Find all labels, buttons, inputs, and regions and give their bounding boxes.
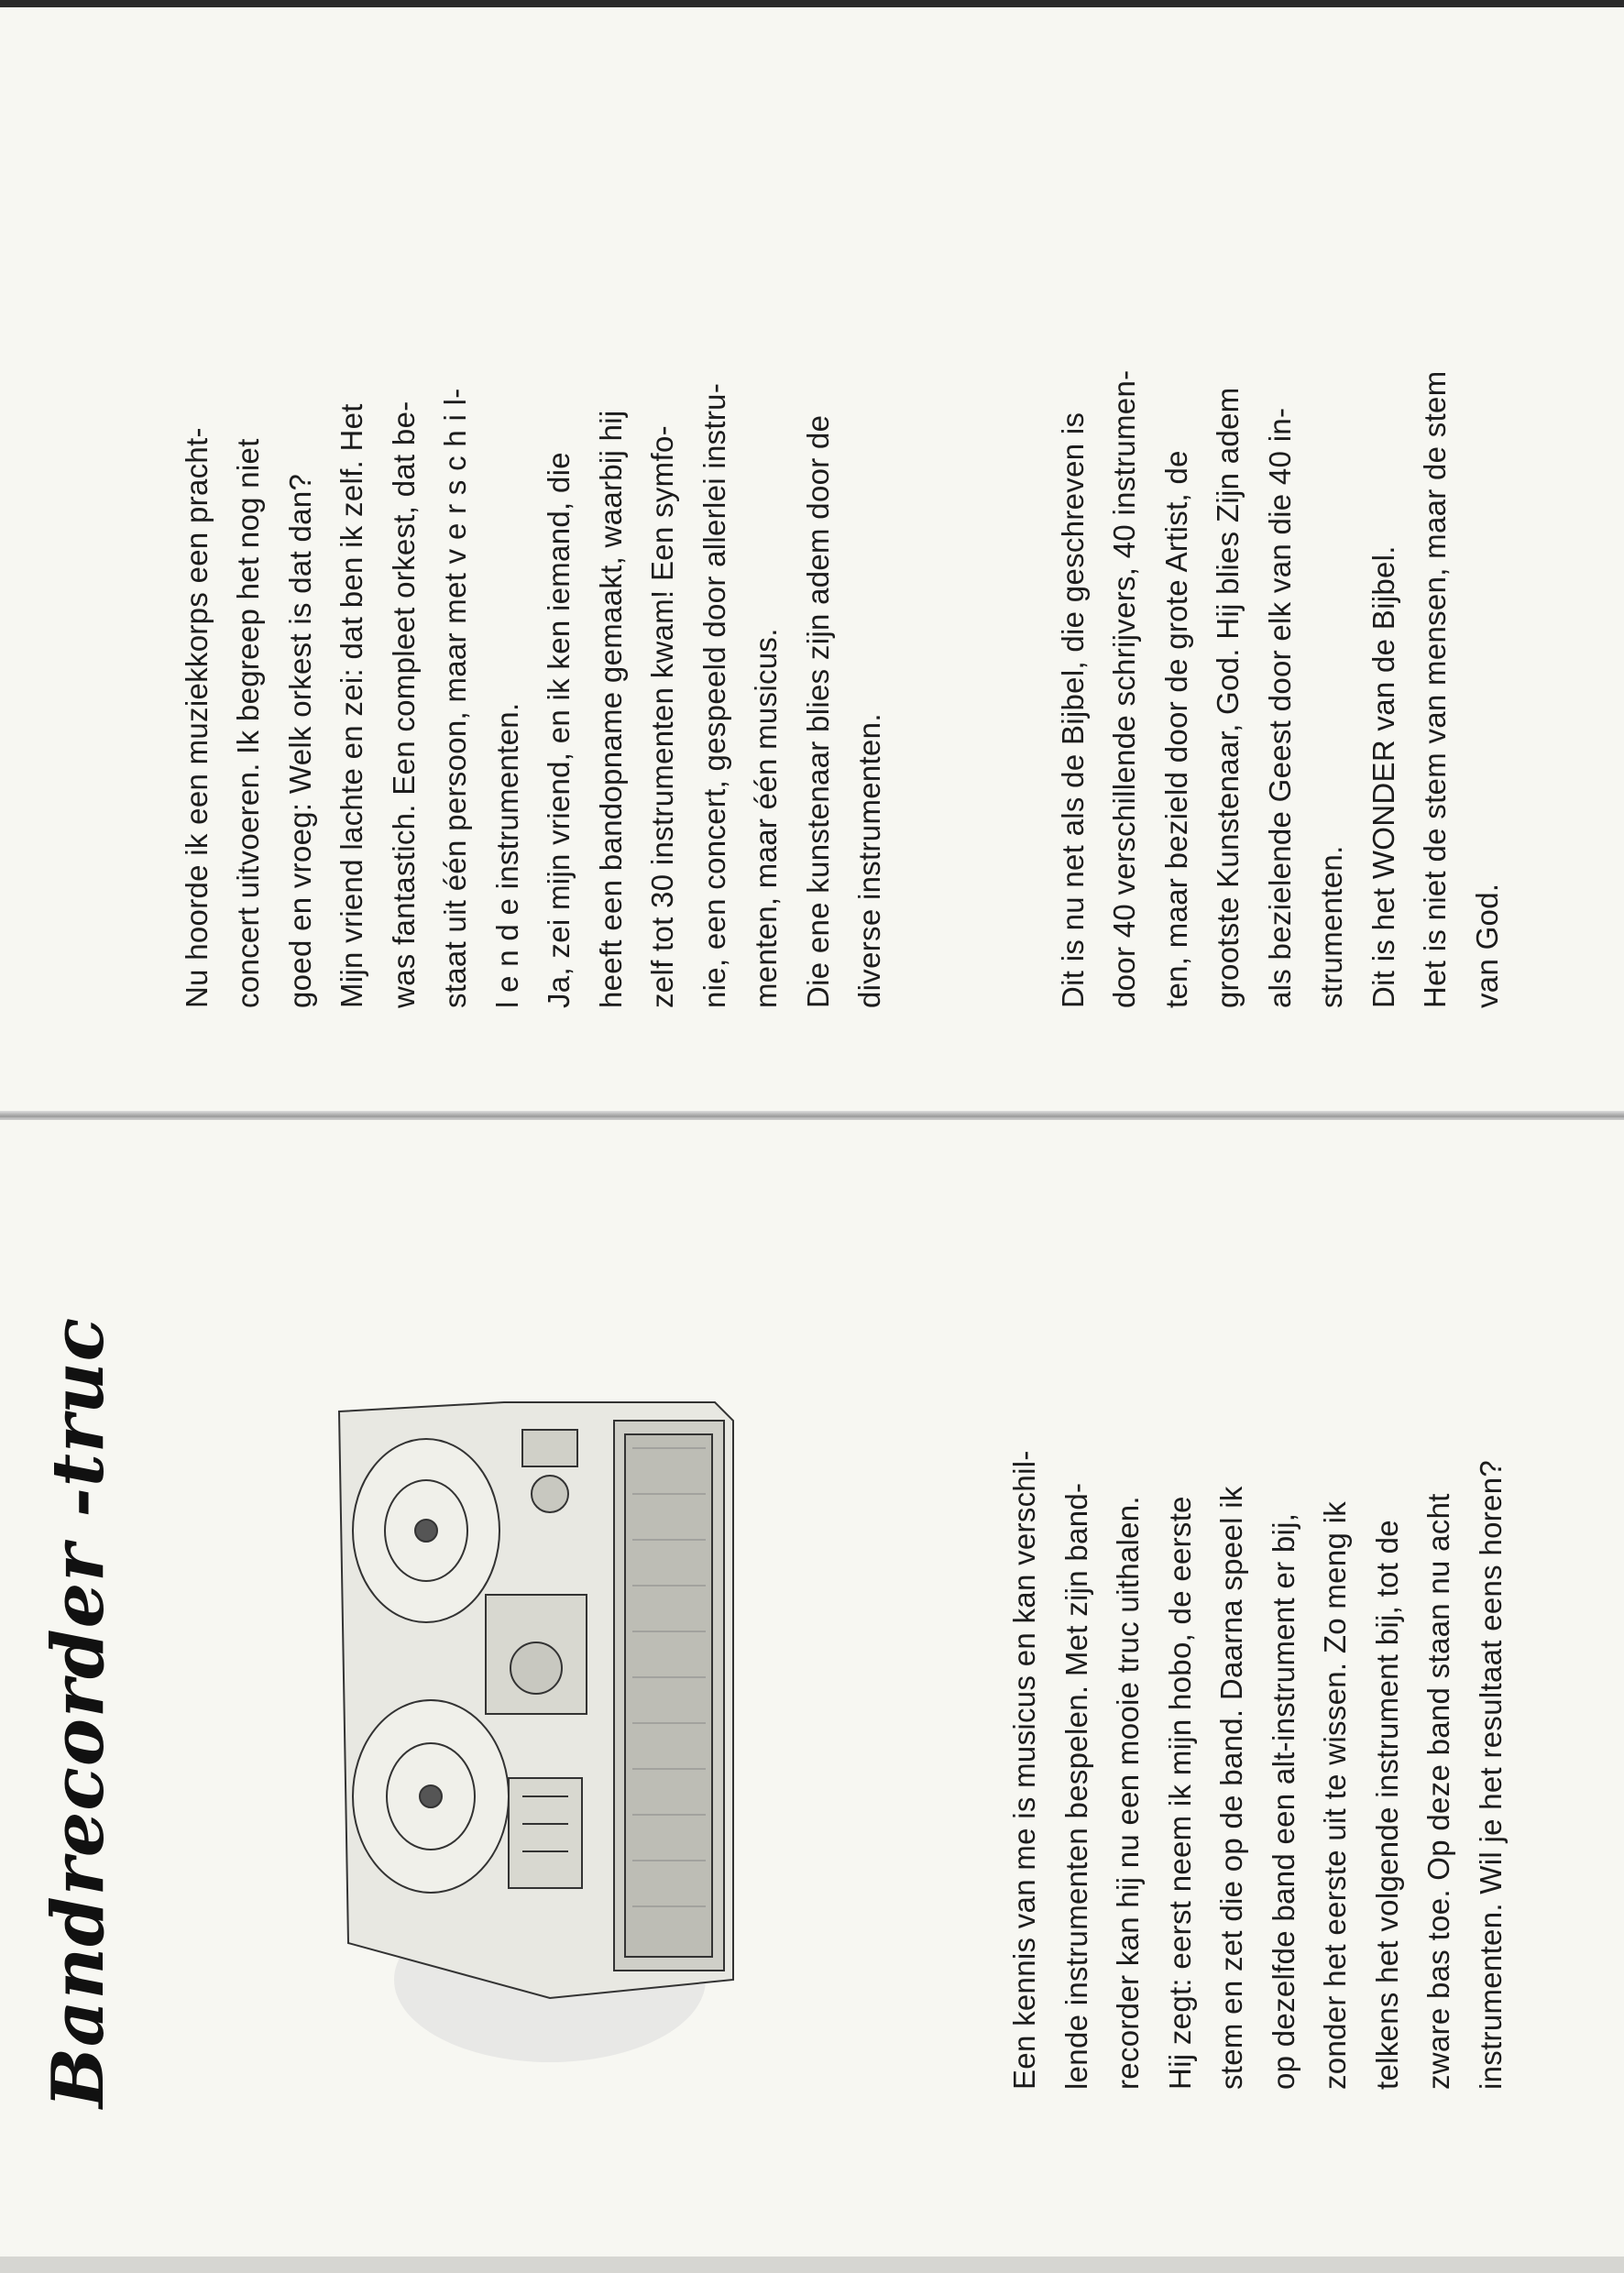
scan-top-edge [0, 0, 1624, 7]
top-paragraph-2: Dit is nu net als de Bijbel, die geschreven is door 40 verschillende schrijvers, 40 instrumen- ten, maar bezield door de grote Artist, de grootste Kunstenaar, God. Hij blies Zijn adem als bezielende Geest door elk van die 40 in- strumenten. Dit is het WONDER van de Bijbel. Het is niet de stem van mensen, maar de stem van God. [1055, 369, 1504, 1008]
bottom-page-text: Een kennis van me is musicus en kan verschil- lende instrumenten bespelen. Met zijn band- recorder kan hij nu een mooie truc uithalen. Hij zegt: eerst neem ik mijn hobo, de eerste stem en zet die op de band. Daarna speel ik op dezelfde band een alt-instrument er bij, zonder het eerste uit te wissen. Zo meng ik telkens het volgende instrument bij, tot de zware bas toe. Op deze band staan nu acht instrumenten. Wil je het resultaat eens horen? [1007, 1450, 1508, 2090]
page-title: Bandrecorder -truc [37, 1316, 120, 2108]
scan-bottom-edge [0, 2257, 1624, 2273]
top-page-text [119, 37, 1565, 1008]
tape-recorder-illustration [275, 1283, 825, 2090]
top-paragraph-1: Nu hoorde ik een muziekkorps een pracht- concert uitvoeren. Ik begreep het nog niet goed en vroeg: Welk orkest is dat dan? Mijn vriend lachte en zei: dat ben ik zelf. Het was fantastich. Een compleet orkest, dat be- staat uit één persoon, maar met v e r s c h i l- l e n d e instrumenten. Ja, zei mijn vriend, en ik ken iemand, die heeft een bandopname gemaakt, waarbij hij zelf tot 30 instrumenten kwam! Een symfo- nie, een concert, gespeeld door allerlei instru- menten, maar één musicus. Die ene kunstenaar blies zijn adem door de diverse instrumenten. [179, 382, 886, 1008]
